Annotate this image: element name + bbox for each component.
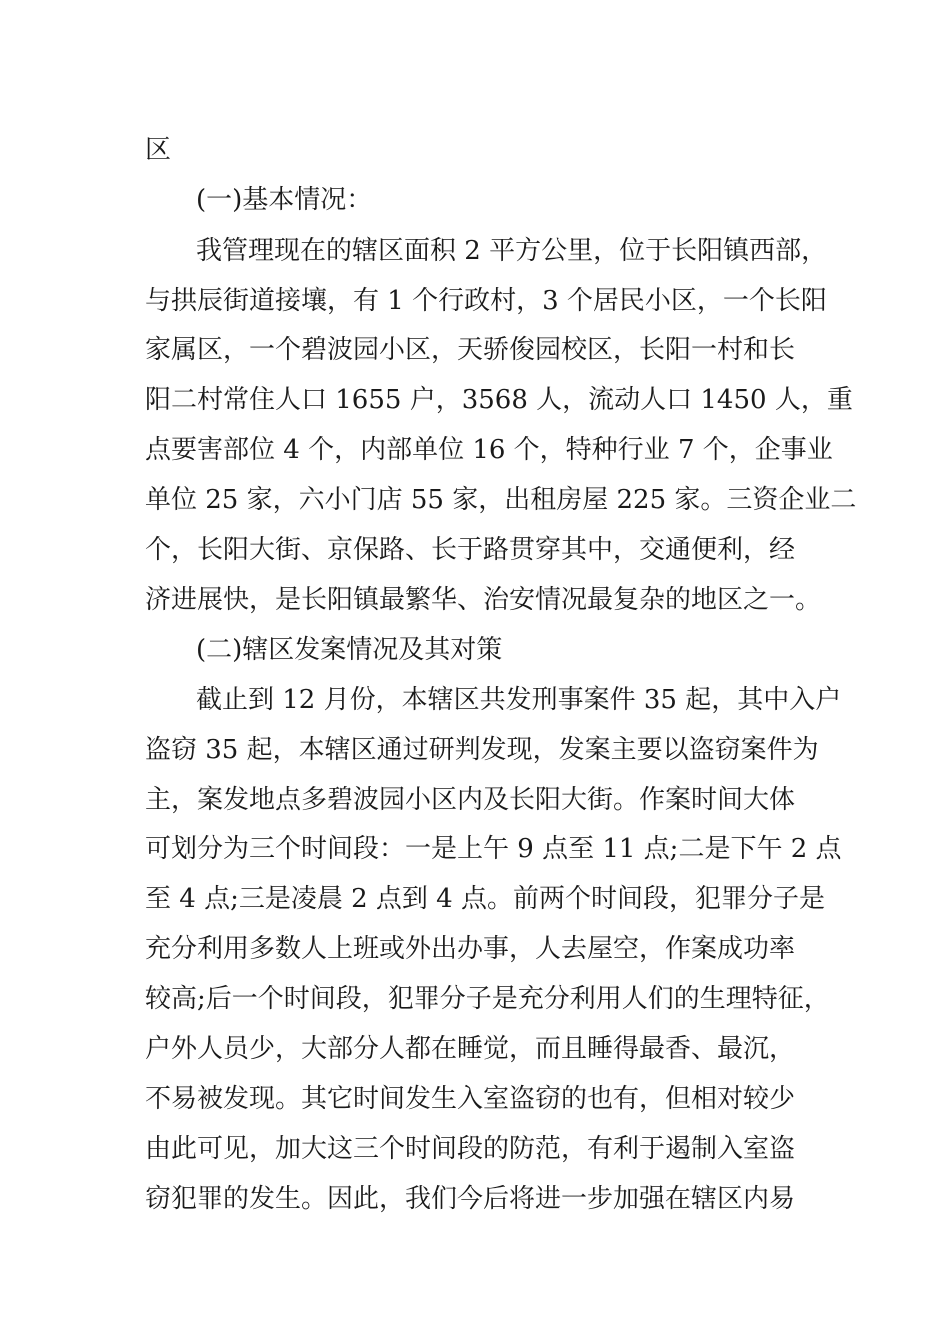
text-line: 窃犯罪的发生。因此，我们今后将进一步加强在辖区内易 [145, 1184, 796, 1214]
text-line: 可划分为三个时间段：一是上午 9 点至 11 点;二是下午 2 点 [145, 834, 842, 864]
text-line: 户外人员少，大部分人都在睡觉，而且睡得最香、最沉， [145, 1034, 796, 1064]
text-line: 家属区，一个碧波园小区，天骄俊园校区，长阳一村和长 [145, 335, 796, 365]
text-line: 我管理现在的辖区面积 2 平方公里，位于长阳镇西部， [196, 236, 828, 266]
text-line: 区 [145, 135, 172, 165]
text-line: 由此可见，加大这三个时间段的防范，有利于遏制入室盗 [145, 1134, 796, 1164]
text-line: 盗窃 35 起，本辖区通过研判发现，发案主要以盗窃案件为 [145, 735, 819, 765]
text-line: 单位 25 家，六小门店 55 家，出租房屋 225 家。三资企业二 [145, 485, 857, 515]
text-line: 主，案发地点多碧波园小区内及长阳大街。作案时间大体 [145, 785, 796, 815]
text-line: 较高;后一个时间段，犯罪分子是充分利用人们的生理特征， [145, 984, 830, 1014]
text-line: 不易被发现。其它时间发生入室盗窃的也有，但相对较少 [145, 1084, 796, 1114]
section-heading: (一)基本情况： [196, 185, 373, 215]
text-line: 点要害部位 4 个，内部单位 16 个，特种行业 7 个，企事业 [145, 435, 833, 465]
section-heading: (二)辖区发案情况及其对策 [196, 635, 503, 665]
text-line: 至 4 点;三是凌晨 2 点到 4 点。前两个时间段，犯罪分子是 [145, 884, 825, 914]
text-line: 与拱辰街道接壤，有 1 个行政村，3 个居民小区，一个长阳 [145, 286, 827, 316]
text-line: 济进展快，是长阳镇最繁华、治安情况最复杂的地区之一。 [145, 585, 822, 615]
text-line: 充分利用多数人上班或外出办事，人去屋空，作案成功率 [145, 934, 796, 964]
text-line: 截止到 12 月份，本辖区共发刑事案件 35 起，其中入户 [196, 685, 842, 715]
text-line: 个，长阳大街、京保路、长于路贯穿其中，交通便利，经 [145, 535, 796, 565]
text-line: 阳二村常住人口 1655 户，3568 人，流动人口 1450 人，重 [145, 385, 853, 415]
